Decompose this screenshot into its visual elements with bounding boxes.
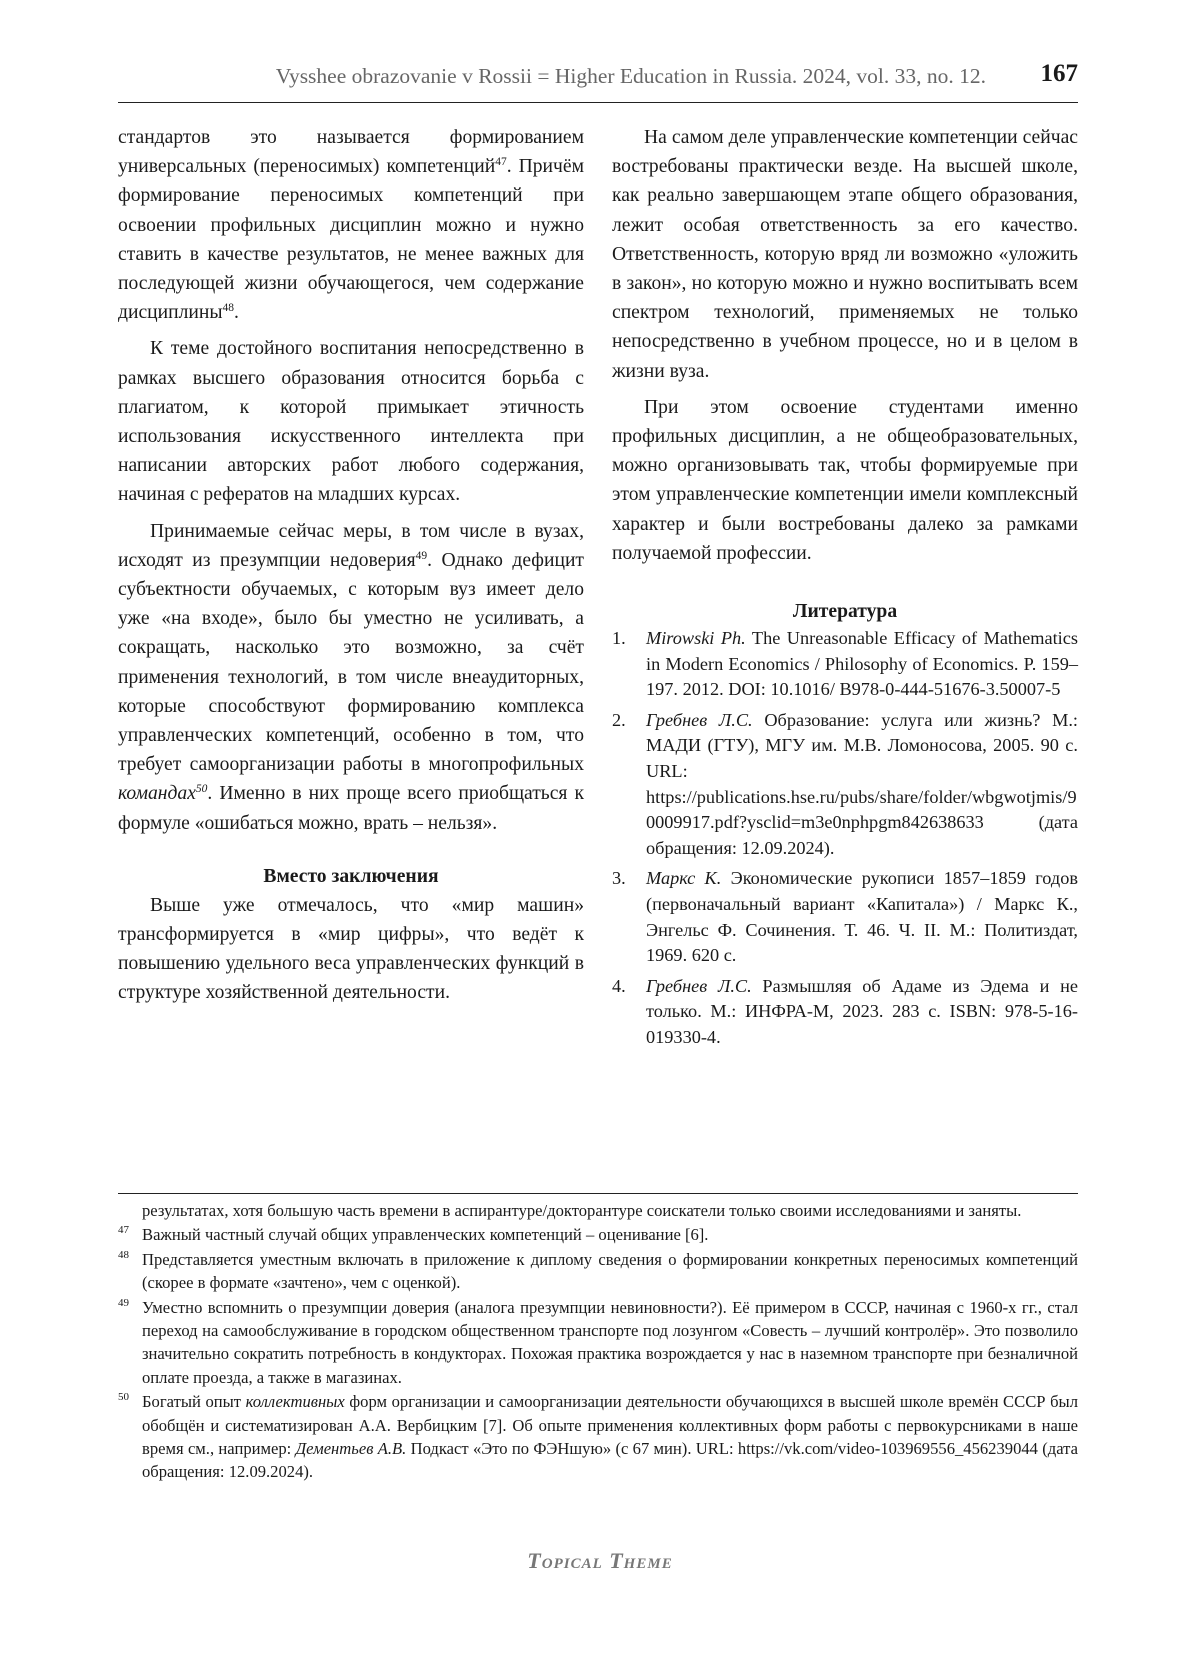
section-heading: Вместо заключения (263, 865, 439, 887)
footnote-ref-50[interactable]: 50 (195, 783, 208, 796)
paragraph: стандартов это называется формированием универсальных (переносимых) компетенций$^{47}$. Причём формирование переносимых компетенций при освоении профильных дисциплин можно и нужно ставить в качестве результатов, не менее важных для последующей жизни обучающегося, чем содержание дисциплины$^{48}$. (118, 127, 584, 324)
footnote-49: 49 Уместно вспомнить о презумпции доверия (аналога презумпции невиновности?). Её примером в СССР, начиная с 1960-х гг., стал переход на самообслуживание в городском общественном транспорте под лозунгом «Совесть – лучший контролёр». Это позволило значительно сократить потребность в кондукторах. Похожая практика возрождается у нас в наземном транспорте при безналичной оплате проезда, а также в магазинах. (118, 1296, 1078, 1387)
journal-running-title: Vysshee obrazovanie v Rossii = Higher Education in Russia. 2024, vol. 33, no. 12. (275, 64, 986, 88)
left-column (118, 123, 584, 1015)
references-title: Литература (792, 601, 898, 623)
paragraph: Принимаемые сейчас меры, в том числе в вузах, исходят из презумпции недоверия$^{49}$. Однако дефицит субъектности обучаемых, с которым вуз имеет дело уже «на входе», было бы уместно не усиливать, а сокращать, насколько это возможно, за счёт применения технологий, в том числе внеаудиторных, которые способствуют формированию комплекса управленческих компетенций, особенно в том, что требует самоорганизации работы в многопрофильных командах$^{50}$. Именно в них проще всего приобщаться к формуле «ошибаться можно, врать – нельзя». (118, 520, 584, 834)
page-number: 167 (1040, 60, 1078, 87)
footnote-ref-47[interactable]: 47 (495, 156, 507, 169)
reference-item: 2. Гребнев Л.С. Образование: услуга или жизнь? М.: МАДИ (ГТУ), МГУ им. М.В. Ломоносова, 2005. 90 с. URL: https://publications.hse.ru/pubs/share/folder/wbgwotjmis/90009917.pdf?ysclid=m3e0nphpgm842638633 (дата обращения: 12.09.2024). (612, 709, 1078, 858)
footnote-47: 47 Важный частный случай общих управленческих компетенций – оценивание [6]. (118, 1224, 709, 1245)
section-footer: Topical Theme (527, 1548, 673, 1573)
footnote-50: 50 Богатый опыт коллективных форм организации и самоорганизации деятельности обучающихся в высшей школе времён СССР был обобщён и систематизирован А.А. Вербицким [7]. Об опыте применения коллективных форм работы с первокурсниками в наше время см., например: Дементьев А.В. Подкаст «Это по ФЭНшую» (с 67 мин). URL: https://vk.com/video-103969556_456239044 (дата обращения: 12.09.2024). (118, 1391, 1078, 1482)
paragraph: К теме достойного воспитания непосредственно в рамках высшего образования относится борьба с плагиатом, к которой примыкает этичность использования искусственного интеллекта при написании авторских работ любого содержания, начиная с рефератов на младших курсах. (118, 338, 584, 506)
paragraph: На самом деле управленческие компетенции сейчас востребованы практически везде. На высшей школе, как реально завершающем этапе общего образования, лежит особая ответственность за его качество. Ответственность, которую вряд ли возможно «уложить в закон», но которую можно и нужно воспитывать всем спектром технологий, применяемых не только непосредственно в учебном процессе, но и в целом в жизни вуза. (612, 127, 1078, 382)
reference-item: 3. Маркс К. Экономические рукописи 1857–1859 годов (первоначальный вариант «Капитала») / Маркс К., Энгельс Ф. Сочинения. Т. 46. Ч. II. М.: Политиздат, 1969. 620 с. (612, 868, 1078, 966)
footnote-continuation: результатах, хотя большую часть времени в аспирантуре/докторантуре соискатели только своими исследованиями и заняты. (142, 1201, 1022, 1220)
footnotes (118, 1199, 1078, 1485)
reference-item: 1. Mirowski Ph. The Unreasonable Efficacy of Mathematics in Modern Economics / Philosophy of Economics. P. 159–197. 2012. DOI: 10.1016/ B978-0-444-51676-3.50007-5 (612, 628, 1078, 700)
footnote-divider (118, 1193, 1078, 1194)
references-list (612, 626, 1078, 1051)
running-header (118, 58, 1078, 103)
footnote-48: 48 Представляется уместным включать в приложение к диплому сведения о формировании конкретных переносимых компетенций (скорее в формате «зачтено», чем с оценкой). (118, 1248, 1078, 1293)
paragraph: Выше уже отмечалось, что «мир машин» трансформируется в «мир цифры», что ведёт к повышению удельного веса управленческих функций в структуре хозяйственной деятельности. (118, 894, 584, 1004)
paragraph: При этом освоение студентами именно профильных дисциплин, а не общеобразовательных, можно организовывать так, чтобы формируемые при этом управленческие компетенции имели комплексный характер и были востребованы далеко за рамками получаемой профессии. (612, 396, 1078, 564)
footnote-ref-48[interactable]: 48 (222, 302, 235, 315)
footnote-ref-49[interactable]: 49 (415, 549, 428, 562)
reference-item: 4. Гребнев Л.С. Размышляя об Адаме из Эдема и не только. М.: ИНФРА-М, 2023. 283 с. ISBN: 978-5-16-019330-4. (612, 975, 1078, 1047)
right-column (612, 123, 1078, 1056)
